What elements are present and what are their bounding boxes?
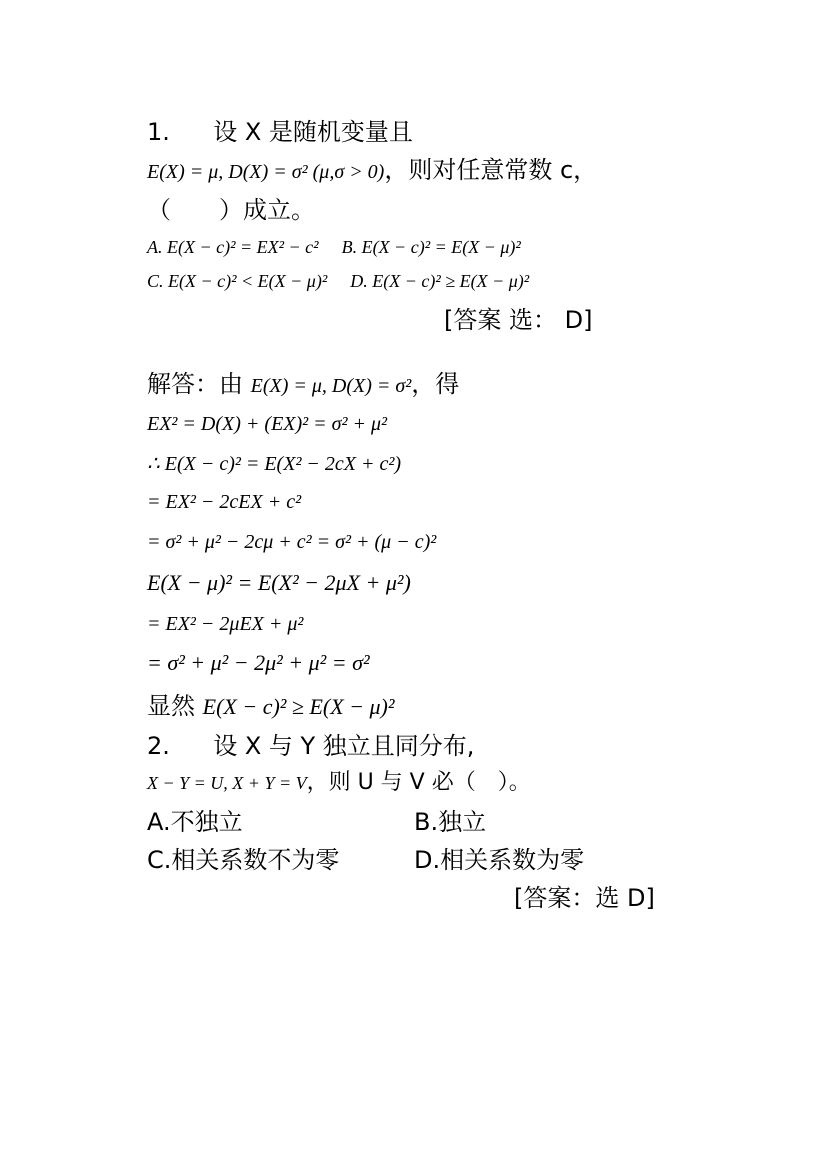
q1-line2-math: E(X) = μ, D(X) = σ² (μ,σ > 0)	[147, 161, 385, 183]
q1-line2-text: ，则对任意常数 c，	[384, 156, 598, 184]
q2-option-c: C.相关系数不为零	[147, 846, 340, 874]
solution-step-4: = σ² + μ² − 2cμ + c² = σ² + (μ − c)²	[147, 531, 437, 553]
q2-option-d: D.相关系数为零	[414, 846, 585, 874]
q1-options-ab	[147, 238, 521, 256]
solution-step-2: ∴ E(X − c)² = E(X² − 2cX + c²)	[147, 453, 402, 475]
q1-line3: （ ）成立。	[147, 196, 315, 224]
q1-option-b: B. E(X − c)² = E(X − μ)²	[341, 237, 521, 257]
q1-option-d: D. E(X − c)² ≥ E(X − μ)²	[350, 271, 530, 291]
solution-intro	[147, 372, 459, 396]
solution-intro-tail: ，得	[411, 370, 460, 398]
q1-line2	[147, 158, 597, 182]
solution-step-6: = EX² − 2μEX + μ²	[147, 613, 304, 635]
q1-option-a: A. E(X − c)² = EX² − c²	[147, 237, 319, 257]
solution-conclusion	[147, 694, 394, 718]
q2-option-b: B.独立	[414, 808, 487, 836]
q2-line2-text: ，则 U 与 V 必（ ）。	[306, 770, 531, 795]
solution-conclusion-math: E(X − c)² ≥ E(X − μ)²	[202, 694, 395, 719]
solution-conclusion-text: 显然	[147, 692, 203, 720]
solution-step-7: = σ² + μ² − 2μ² + μ² = σ²	[147, 650, 370, 675]
solution-intro-math: E(X) = μ, D(X) = σ²	[250, 375, 412, 397]
q2-line2-math: X − Y = U, X + Y = V	[147, 773, 307, 793]
solution-step-5: E(X − μ)² = E(X² − 2μX + μ²)	[147, 570, 411, 595]
q1-heading	[147, 120, 413, 144]
q2-line2	[147, 772, 531, 794]
q2-option-a: A.不独立	[147, 808, 243, 836]
q2-number: 2.	[147, 732, 170, 760]
q2-answer: [答案：选 D]	[514, 884, 655, 912]
q1-answer: [答案 选： D]	[444, 306, 593, 334]
solution-step-3: = EX² − 2cEX + c²	[147, 491, 302, 513]
q2-line1: 设 X 与 Y 独立且同分布,	[213, 732, 475, 760]
q2-heading	[147, 734, 474, 758]
q1-option-c: C. E(X − c)² < E(X − μ)²	[147, 271, 328, 291]
q1-number: 1.	[147, 118, 170, 146]
solution-intro-text: 解答：由	[147, 370, 251, 398]
solution-step-1: EX² = D(X) + (EX)² = σ² + μ²	[147, 413, 388, 435]
q1-options-cd	[147, 272, 529, 290]
q1-line1: 设 X 是随机变量且	[213, 118, 413, 146]
